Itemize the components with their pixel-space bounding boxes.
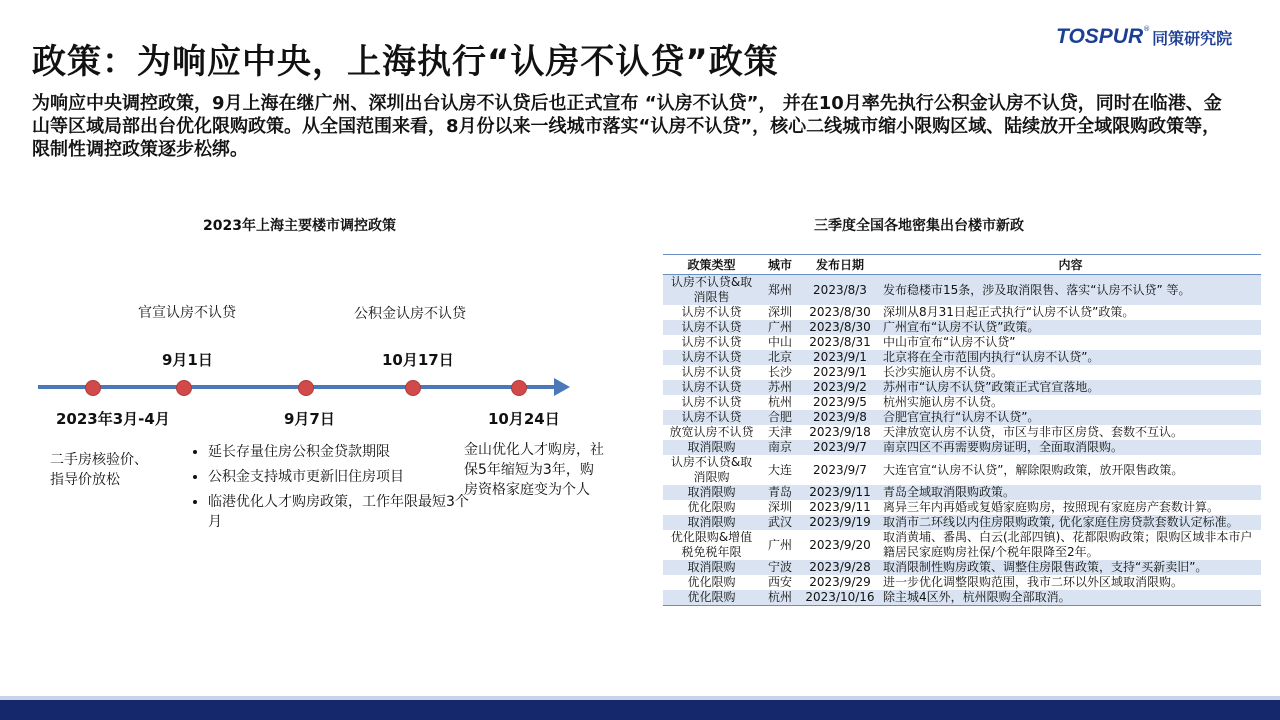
cell-date: 2023/9/19	[800, 515, 880, 530]
cell-city: 南京	[760, 440, 800, 455]
timeline-desc-march	[50, 450, 148, 490]
table-row	[663, 590, 1261, 606]
table-row	[663, 305, 1261, 320]
timeline-dot-sep7	[298, 380, 314, 396]
cell-content: 除主城4区外，杭州限购全部取消。	[880, 590, 1261, 606]
timeline-desc-oct24-line: 金山优化人才购房，社	[464, 442, 604, 458]
cell-city: 武汉	[760, 515, 800, 530]
table-row	[663, 380, 1261, 395]
cell-content: 深圳从8月31日起正式执行“认房不认贷”政策。	[880, 305, 1261, 320]
cell-content: 苏州市“认房不认贷”政策正式官宣落地。	[880, 380, 1261, 395]
cell-content: 进一步优化调整限购范围，我市二环以外区域取消限购。	[880, 575, 1261, 590]
table-row	[663, 530, 1261, 560]
table-row	[663, 575, 1261, 590]
cell-city: 宁波	[760, 560, 800, 575]
cell-policy-type: 取消限购	[663, 440, 760, 455]
bullet-item: • 临港优化人才购房政策，工作年限最短3个月	[208, 492, 478, 532]
cell-content: 杭州实施认房不认贷。	[880, 395, 1261, 410]
cell-city: 西安	[760, 575, 800, 590]
timeline-date-oct24: 10月24日	[488, 410, 560, 428]
cell-date: 2023/8/30	[800, 320, 880, 335]
timeline-date-march: 2023年3月-4月	[56, 410, 170, 428]
cell-date: 2023/9/20	[800, 530, 880, 560]
cell-date: 2023/9/28	[800, 560, 880, 575]
cell-city: 郑州	[760, 275, 800, 306]
cell-content: 取消市二环线以内住房限购政策, 优化家庭住房贷款套数认定标准。	[880, 515, 1261, 530]
timeline-desc-oct24	[464, 440, 604, 500]
cell-content: 天津放宽认房不认贷，市区与非市区房贷、套数不互认。	[880, 425, 1261, 440]
cell-city: 青岛	[760, 485, 800, 500]
timeline-dot-sep1	[176, 380, 192, 396]
table-row	[663, 410, 1261, 425]
cell-date: 2023/9/7	[800, 440, 880, 455]
cell-policy-type: 认房不认贷	[663, 305, 760, 320]
timeline-date-sep7: 9月7日	[284, 410, 335, 428]
logo-cn-text: 同策研究院	[1152, 28, 1233, 48]
cell-date: 2023/9/18	[800, 425, 880, 440]
cell-city: 中山	[760, 335, 800, 350]
table-row	[663, 515, 1261, 530]
timeline-desc-oct24-line: 房资格家庭变为个人	[464, 482, 590, 498]
cell-policy-type: 优化限购	[663, 590, 760, 606]
cell-content: 合肥官宣执行“认房不认贷”。	[880, 410, 1261, 425]
cell-policy-type: 取消限购	[663, 515, 760, 530]
cell-city: 苏州	[760, 380, 800, 395]
cell-policy-type: 认房不认贷	[663, 395, 760, 410]
cell-city: 杭州	[760, 395, 800, 410]
table-row	[663, 275, 1261, 306]
cell-content: 北京将在全市范围内执行“认房不认贷”。	[880, 350, 1261, 365]
cell-policy-type: 认房不认贷	[663, 320, 760, 335]
cell-date: 2023/9/11	[800, 500, 880, 515]
cell-city: 北京	[760, 350, 800, 365]
table-row	[663, 335, 1261, 350]
timeline-date-oct17: 10月17日	[382, 351, 454, 369]
table-row	[663, 485, 1261, 500]
cell-date: 2023/8/31	[800, 335, 880, 350]
cell-policy-type: 认房不认贷&取消限售	[663, 275, 760, 306]
table-row	[663, 560, 1261, 575]
policy-table-body	[663, 275, 1261, 606]
cell-content: 中山市宣布“认房不认贷”	[880, 335, 1261, 350]
timeline-label-sep1: 官宣认房不认贷	[138, 305, 236, 321]
timeline-arrow-icon	[554, 378, 570, 396]
cell-content: 发布稳楼市15条，涉及取消限售、落实“认房不认贷” 等。	[880, 275, 1261, 306]
cell-date: 2023/10/16	[800, 590, 880, 606]
cell-city: 深圳	[760, 305, 800, 320]
cell-date: 2023/9/7	[800, 455, 880, 485]
policy-table	[663, 254, 1261, 606]
cell-content: 长沙实施认房不认贷。	[880, 365, 1261, 380]
table-row	[663, 455, 1261, 485]
table-row	[663, 425, 1261, 440]
table-header-row	[663, 255, 1261, 275]
table-row	[663, 320, 1261, 335]
col-header-type: 政策类型	[663, 255, 760, 275]
cell-date: 2023/9/1	[800, 365, 880, 380]
cell-date: 2023/8/30	[800, 305, 880, 320]
cell-date: 2023/9/2	[800, 380, 880, 395]
timeline-bullets-sep7	[190, 442, 478, 537]
timeline-dot-march	[85, 380, 101, 396]
cell-date: 2023/9/29	[800, 575, 880, 590]
cell-city: 长沙	[760, 365, 800, 380]
table-row	[663, 365, 1261, 380]
table-row	[663, 440, 1261, 455]
cell-city: 深圳	[760, 500, 800, 515]
col-header-content: 内容	[880, 255, 1261, 275]
cell-content: 南京四区不再需要购房证明，全面取消限购。	[880, 440, 1261, 455]
bullet-item: • 公积金支持城市更新旧住房项目	[208, 467, 478, 487]
table-row	[663, 350, 1261, 365]
table-row	[663, 500, 1261, 515]
cell-policy-type: 认房不认贷	[663, 350, 760, 365]
cell-policy-type: 认房不认贷	[663, 365, 760, 380]
cell-policy-type: 优化限购	[663, 575, 760, 590]
cell-policy-type: 取消限购	[663, 485, 760, 500]
cell-city: 杭州	[760, 590, 800, 606]
cell-date: 2023/9/1	[800, 350, 880, 365]
cell-content: 广州宣布“认房不认贷”政策。	[880, 320, 1261, 335]
cell-policy-type: 优化限购	[663, 500, 760, 515]
cell-date: 2023/9/11	[800, 485, 880, 500]
cell-city: 大连	[760, 455, 800, 485]
cell-policy-type: 认房不认贷	[663, 380, 760, 395]
col-header-date: 发布日期	[800, 255, 880, 275]
timeline-dot-oct24	[511, 380, 527, 396]
timeline-dot-oct17	[405, 380, 421, 396]
cell-city: 广州	[760, 320, 800, 335]
footer-bar	[0, 700, 1280, 720]
cell-policy-type: 放宽认房不认贷	[663, 425, 760, 440]
cell-content: 大连官宣“认房不认贷”，解除限购政策，放开限售政策。	[880, 455, 1261, 485]
page-title: 政策：为响应中央，上海执行“认房不认贷”政策	[32, 42, 779, 82]
cell-policy-type: 认房不认贷	[663, 410, 760, 425]
logo-registered-mark: ®	[1143, 25, 1151, 33]
cell-content: 青岛全域取消限购政策。	[880, 485, 1261, 500]
timeline-desc-march-line: 二手房核验价、	[50, 452, 148, 468]
cell-policy-type: 认房不认贷&取消限购	[663, 455, 760, 485]
timeline-desc-march-line: 指导价放松	[50, 472, 120, 488]
cell-date: 2023/9/5	[800, 395, 880, 410]
cell-city: 广州	[760, 530, 800, 560]
bullet-item: • 延长存量住房公积金贷款期限	[208, 442, 478, 462]
table-title: 三季度全国各地密集出台楼市新政	[814, 218, 1024, 234]
cell-content: 取消黄埔、番禺、白云(北部四镇)、花都限购政策；限购区域非本市户籍居民家庭购房社保/个税年限降至2年。	[880, 530, 1261, 560]
cell-date: 2023/9/8	[800, 410, 880, 425]
tospur-logo	[1056, 24, 1232, 50]
col-header-city: 城市	[760, 255, 800, 275]
cell-policy-type: 取消限购	[663, 560, 760, 575]
intro-paragraph: 为响应中央调控政策，9月上海在继广州、深圳出台认房不认贷后也正式宣布 “认房不认贷”， 并在10月率先执行公积金认房不认贷，同时在临港、金山等区域局部出台优化限购政策。从全国范围来看，8月份以来一线城市落实“认房不认贷”，核心二线城市缩小限购区域、陆续放开全域限购政策等，限制性调控政策逐步松绑。	[32, 93, 1222, 160]
cell-policy-type: 优化限购&增值税免税年限	[663, 530, 760, 560]
logo-en-text: TOSPUR	[1056, 25, 1144, 48]
timeline-date-sep1: 9月1日	[162, 351, 213, 369]
cell-city: 合肥	[760, 410, 800, 425]
cell-city: 天津	[760, 425, 800, 440]
cell-content: 离异三年内再婚或复婚家庭购房，按照现有家庭房产套数计算。	[880, 500, 1261, 515]
cell-policy-type: 认房不认贷	[663, 335, 760, 350]
timeline-title: 2023年上海主要楼市调控政策	[203, 218, 396, 234]
timeline-label-oct17: 公积金认房不认贷	[354, 306, 466, 322]
cell-content: 取消限制性购房政策、调整住房限售政策，支持“买新卖旧”。	[880, 560, 1261, 575]
timeline-axis	[38, 385, 556, 389]
cell-date: 2023/8/3	[800, 275, 880, 306]
table-row	[663, 395, 1261, 410]
timeline-desc-oct24-line: 保5年缩短为3年，购	[464, 462, 594, 478]
